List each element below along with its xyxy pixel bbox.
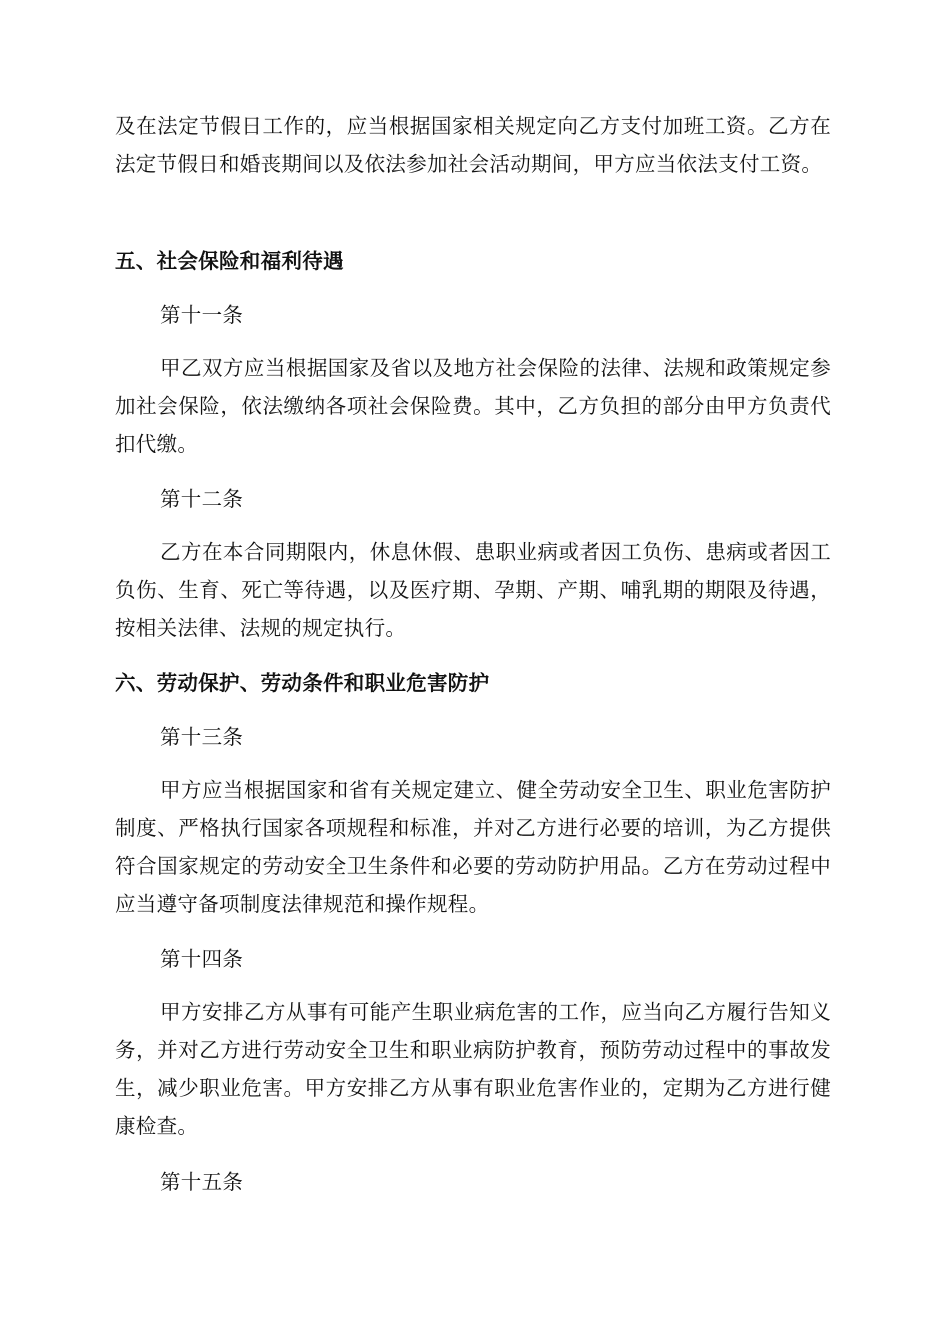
article-13-title: 第十三条 xyxy=(160,725,244,749)
article-11-title: 第十一条 xyxy=(160,303,244,327)
article-13-body: 甲方应当根据国家和省有关规定建立、健全劳动安全卫生、职业危害防护制度、严格执行国家各项规程和标准，并对乙方进行必要的培训，为乙方提供符合国家规定的劳动安全卫生条件和必要的劳动防护用品。乙方在劳动过程中应当遵守备项制度法律规范和操作规程。 xyxy=(115,778,831,916)
section-heading-labor-protection: 六、劳动保护、劳动条件和职业危害防护 xyxy=(115,671,490,695)
article-12-body: 乙方在本合同期限内，休息休假、患职业病或者因工负伤、患病或者因工负伤、生育、死亡等待遇，以及医疗期、孕期、产期、哺乳期的期限及待遇，按相关法律、法规的规定执行。 xyxy=(115,540,831,640)
article-14-body: 甲方安排乙方从事有可能产生职业病危害的工作，应当向乙方履行告知义务，并对乙方进行劳动安全卫生和职业病防护教育，预防劳动过程中的事故发生，减少职业危害。甲方安排乙方从事有职业危害作业的，定期为乙方进行健康检查。 xyxy=(115,1000,831,1138)
article-14-title: 第十四条 xyxy=(160,947,244,971)
article-11-body: 甲乙双方应当根据国家及省以及地方社会保险的法律、法规和政策规定参加社会保险，依法缴纳各项社会保险费。其中，乙方负担的部分由甲方负责代扣代缴。 xyxy=(115,356,831,456)
section-heading-social-insurance: 五、社会保险和福利待遇 xyxy=(115,249,344,273)
article-12-title: 第十二条 xyxy=(160,487,244,511)
article-15-title: 第十五条 xyxy=(160,1170,244,1194)
continuation-paragraph: 及在法定节假日工作的，应当根据国家相关规定向乙方支付加班工资。乙方在法定节假日和婚丧期间以及依法参加社会活动期间，甲方应当依法支付工资。 xyxy=(115,114,831,176)
